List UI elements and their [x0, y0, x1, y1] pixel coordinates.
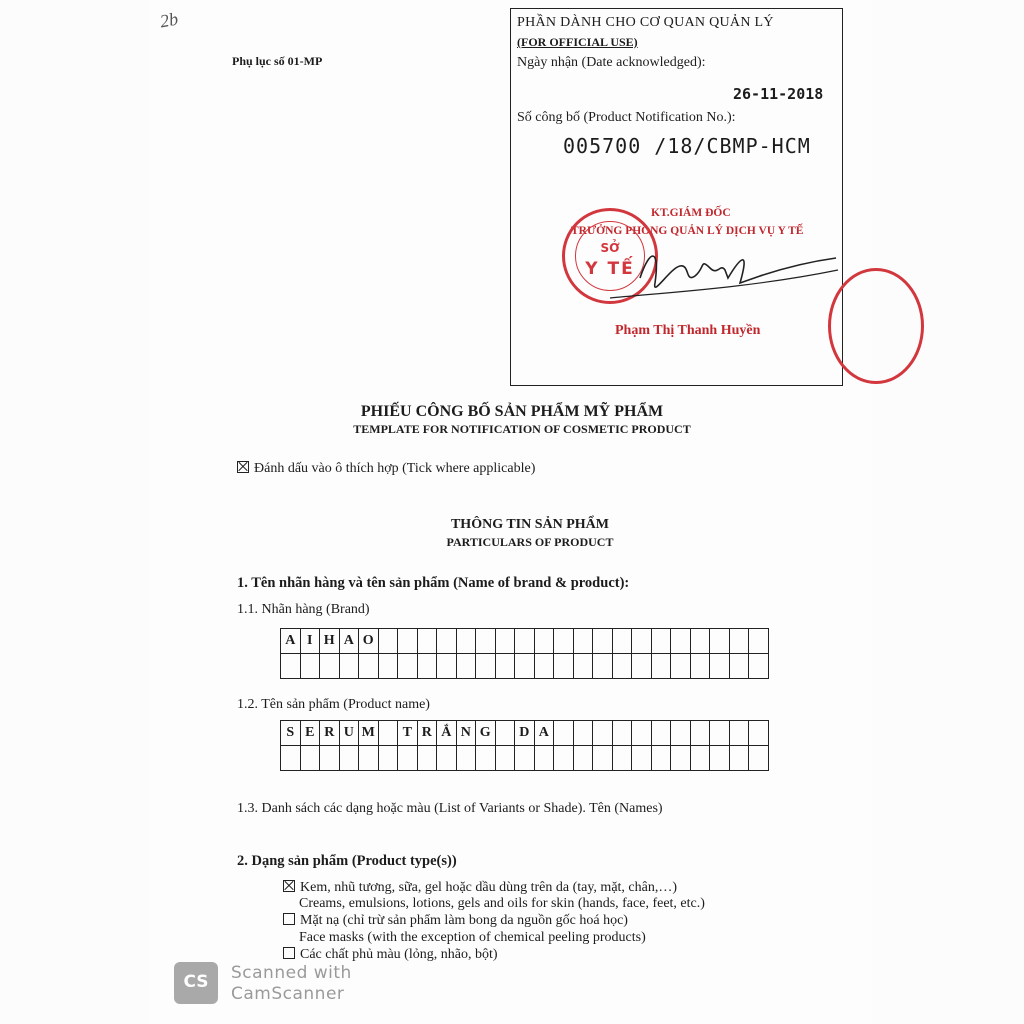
- letter-cell: [632, 629, 652, 654]
- letter-cell: [613, 629, 633, 654]
- question-1-1: 1.1. Nhãn hàng (Brand): [237, 602, 370, 617]
- letter-cell: [379, 721, 399, 746]
- camscanner-logo-icon: CS: [174, 962, 218, 1004]
- stamp-line-1: SỞ: [600, 241, 620, 255]
- letter-cell: [749, 746, 769, 771]
- watermark-line-2: CamScanner: [231, 984, 345, 1004]
- notification-number-value: 005700 /18/CBMP-HCM: [563, 134, 811, 158]
- letter-cell: [671, 629, 691, 654]
- question-1: 1. Tên nhãn hàng và tên sản phẩm (Name of brand & product):: [237, 575, 630, 591]
- section-subtitle: PARTICULARS OF PRODUCT: [446, 535, 614, 549]
- letter-cell: D: [515, 721, 535, 746]
- letter-cell: Ắ: [437, 721, 457, 746]
- letter-cell: S: [281, 721, 301, 746]
- letter-cell: [593, 654, 613, 679]
- letter-cell: [613, 654, 633, 679]
- letter-cell: [613, 721, 633, 746]
- letter-cell: [398, 654, 418, 679]
- letter-cell: [593, 629, 613, 654]
- letter-cell: A: [535, 721, 555, 746]
- letter-cell: [418, 746, 438, 771]
- letter-cell: [359, 654, 379, 679]
- letter-cell: [379, 746, 399, 771]
- product-type-option-3: Các chất phủ màu (lỏng, nhão, bột): [283, 947, 498, 963]
- product-type-option-1-en: Creams, emulsions, lotions, gels and oils for skin (hands, face, feet, etc.): [299, 896, 705, 911]
- letter-cell: R: [418, 721, 438, 746]
- letter-cell: M: [359, 721, 379, 746]
- letter-cell: [730, 654, 750, 679]
- letter-cell: [359, 746, 379, 771]
- letter-cell: [554, 629, 574, 654]
- letter-cell: [671, 746, 691, 771]
- letter-cell: [437, 654, 457, 679]
- question-1-3: 1.3. Danh sách các dạng hoặc màu (List of Variants or Shade). Tên (Names): [237, 801, 663, 816]
- letter-cell: [398, 629, 418, 654]
- letter-cell: [379, 654, 399, 679]
- letter-cell: [515, 629, 535, 654]
- letter-cell: [632, 721, 652, 746]
- letter-cell: N: [457, 721, 477, 746]
- signer-role-1: KT.GIÁM ĐỐC: [651, 207, 731, 219]
- checked-box-icon: [237, 461, 249, 473]
- edge-red-stamp: [828, 268, 924, 384]
- signer-role-2: TRƯỞNG PHÒNG QUẢN LÝ DỊCH VỤ Y TẾ: [571, 225, 804, 237]
- question-1-2: 1.2. Tên sản phẩm (Product name): [237, 697, 430, 712]
- product-type-option-2-en: Face masks (with the exception of chemical peeling products): [299, 930, 646, 945]
- letter-cell: A: [340, 629, 360, 654]
- letter-cell: [457, 629, 477, 654]
- watermark-line-1: Scanned with: [231, 963, 352, 983]
- signer-name: Phạm Thị Thanh Huyền: [615, 323, 761, 338]
- letter-cell: [437, 746, 457, 771]
- letter-cell: [496, 654, 516, 679]
- letter-cell: A: [281, 629, 301, 654]
- official-box-title: PHẦN DÀNH CHO CƠ QUAN QUẢN LÝ: [517, 15, 774, 30]
- letter-cell: [691, 746, 711, 771]
- letter-cell: [730, 629, 750, 654]
- letter-cell: [496, 629, 516, 654]
- letter-cell: [476, 654, 496, 679]
- letter-cell: [535, 746, 555, 771]
- letter-cell: [749, 654, 769, 679]
- letter-cell: O: [359, 629, 379, 654]
- letter-cell: [593, 721, 613, 746]
- letter-cell: [652, 629, 672, 654]
- letter-cell: [574, 746, 594, 771]
- notification-number-label: Số công bố (Product Notification No.):: [517, 110, 736, 125]
- letter-cell: [671, 654, 691, 679]
- product-letter-grid: [280, 720, 769, 771]
- letter-cell: [554, 746, 574, 771]
- letter-cell: [574, 629, 594, 654]
- question-2: 2. Dạng sản phẩm (Product type(s)): [237, 853, 457, 869]
- letter-cell: [281, 654, 301, 679]
- letter-cell: [301, 654, 321, 679]
- letter-cell: U: [340, 721, 360, 746]
- letter-cell: [632, 654, 652, 679]
- letter-cell: [437, 629, 457, 654]
- letter-cell: [476, 629, 496, 654]
- letter-cell: I: [301, 629, 321, 654]
- letter-cell: [379, 629, 399, 654]
- letter-cell: [418, 654, 438, 679]
- letter-cell: [418, 629, 438, 654]
- letter-cell: H: [320, 629, 340, 654]
- letter-cell: T: [398, 721, 418, 746]
- letter-cell: [515, 654, 535, 679]
- letter-cell: [652, 654, 672, 679]
- letter-cell: G: [476, 721, 496, 746]
- letter-cell: [554, 654, 574, 679]
- letter-cell: [652, 746, 672, 771]
- letter-cell: [320, 654, 340, 679]
- letter-cell: [535, 654, 555, 679]
- letter-cell: [574, 654, 594, 679]
- letter-cell: [691, 629, 711, 654]
- document-title: PHIẾU CÔNG BỐ SẢN PHẨM MỸ PHẨM: [360, 403, 664, 420]
- corner-handwritten-note: 2b: [158, 8, 180, 32]
- letter-cell: [457, 654, 477, 679]
- letter-cell: [496, 721, 516, 746]
- letter-cell: [652, 721, 672, 746]
- letter-cell: [593, 746, 613, 771]
- letter-cell: [691, 654, 711, 679]
- letter-cell: [710, 654, 730, 679]
- letter-cell: [671, 721, 691, 746]
- document-subtitle: TEMPLATE FOR NOTIFICATION OF COSMETIC PRODUCT: [353, 422, 691, 436]
- letter-cell: [749, 721, 769, 746]
- letter-cell: [340, 654, 360, 679]
- product-type-option-1: Kem, nhũ tương, sữa, gel hoặc dầu dùng trên da (tay, mặt, chân,…): [283, 880, 677, 896]
- official-box-subtitle: (FOR OFFICIAL USE): [517, 35, 638, 49]
- unchecked-box-icon: [283, 913, 295, 925]
- letter-cell: [281, 746, 301, 771]
- letter-cell: E: [301, 721, 321, 746]
- product-type-option-2: Mặt nạ (chỉ trừ sản phẩm làm bong da nguồn gốc hoá học): [283, 913, 628, 929]
- letter-cell: [476, 746, 496, 771]
- handwritten-signature: [600, 238, 840, 308]
- letter-cell: [554, 721, 574, 746]
- appendix-label: Phụ lục số 01-MP: [232, 54, 323, 68]
- letter-cell: [515, 746, 535, 771]
- official-use-box: [510, 8, 843, 386]
- letter-cell: [710, 629, 730, 654]
- letter-cell: [320, 746, 340, 771]
- brand-letter-grid: [280, 628, 769, 679]
- letter-cell: [398, 746, 418, 771]
- letter-cell: [632, 746, 652, 771]
- letter-cell: [730, 746, 750, 771]
- tick-instruction: Đánh dấu vào ô thích hợp (Tick where applicable): [237, 461, 535, 477]
- stamp-line-2: Y TẾ: [585, 259, 635, 279]
- date-acknowledged-label: Ngày nhận (Date acknowledged):: [517, 55, 706, 70]
- checked-box-icon: [283, 880, 295, 892]
- letter-cell: [710, 746, 730, 771]
- letter-cell: [730, 721, 750, 746]
- letter-cell: R: [320, 721, 340, 746]
- date-acknowledged-value: 26-11-2018: [733, 85, 824, 103]
- letter-cell: [457, 746, 477, 771]
- letter-cell: [301, 746, 321, 771]
- unchecked-box-icon: [283, 947, 295, 959]
- letter-cell: [574, 721, 594, 746]
- letter-cell: [749, 629, 769, 654]
- letter-cell: [710, 721, 730, 746]
- section-title: THÔNG TIN SẢN PHẨM: [450, 517, 610, 532]
- letter-cell: [496, 746, 516, 771]
- letter-cell: [340, 746, 360, 771]
- letter-cell: [613, 746, 633, 771]
- letter-cell: [535, 629, 555, 654]
- letter-cell: [691, 721, 711, 746]
